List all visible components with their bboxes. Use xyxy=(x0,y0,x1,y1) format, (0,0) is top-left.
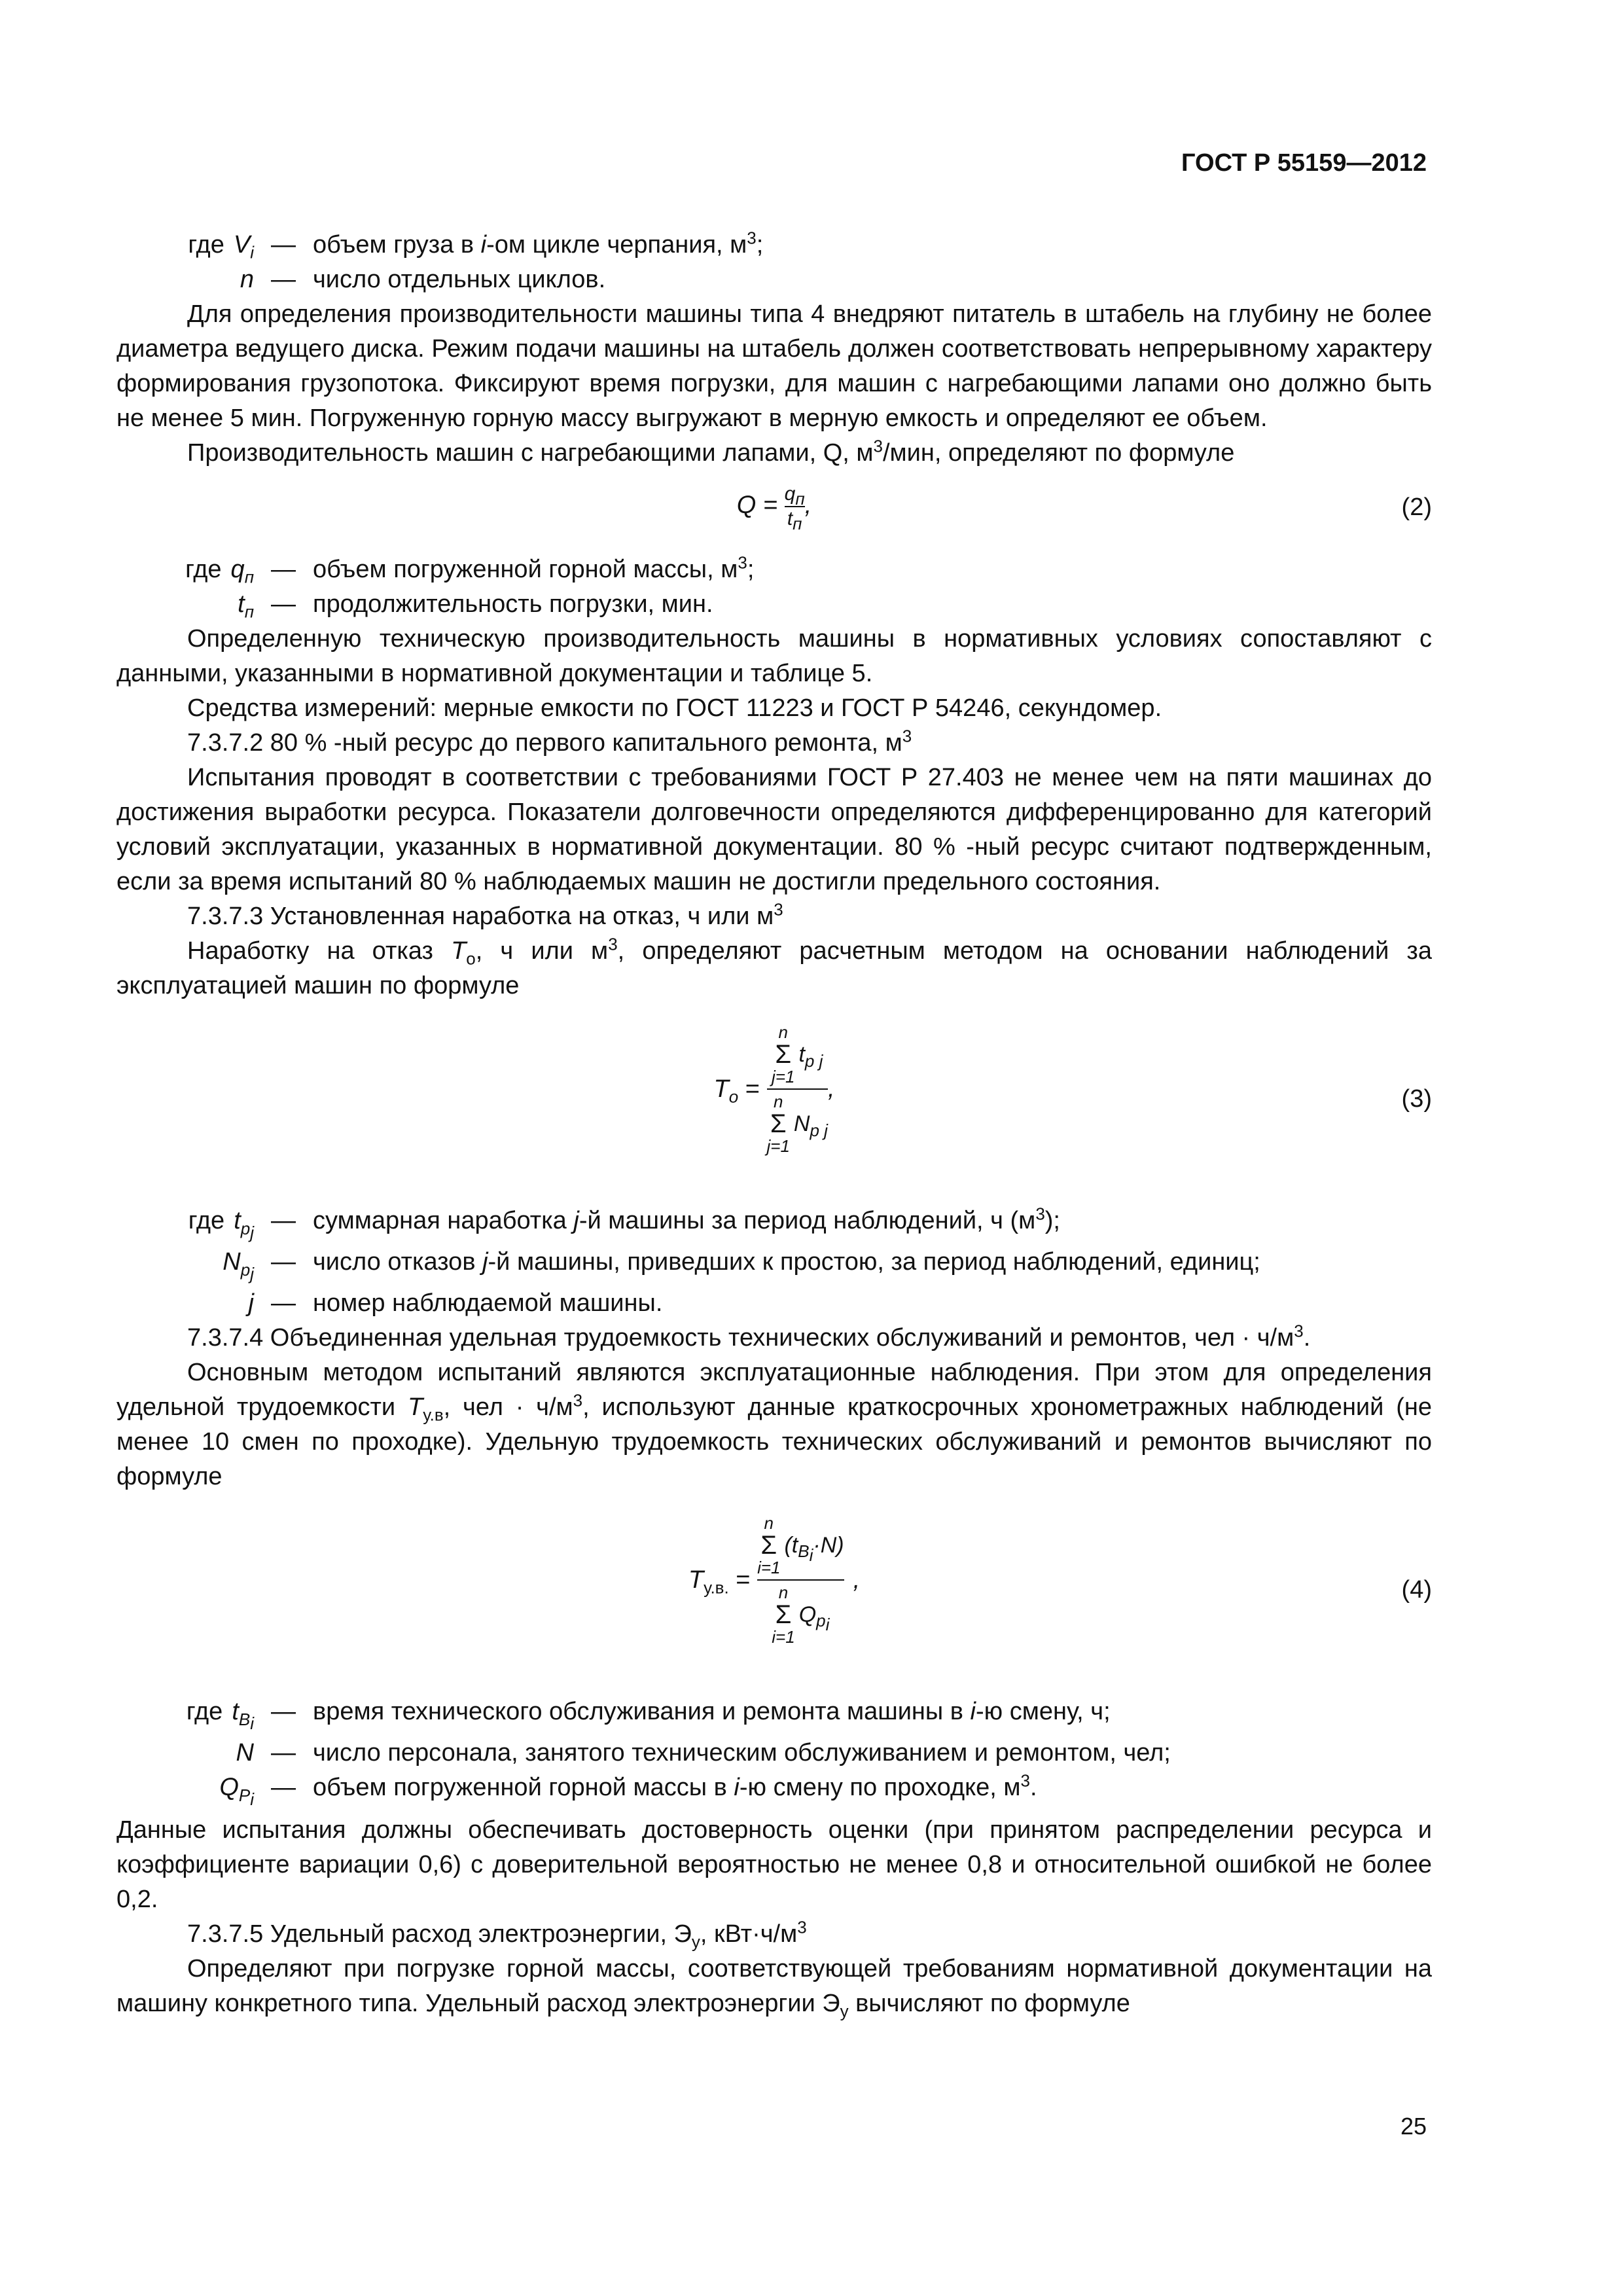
sum-symbol: n Σ j=1 xyxy=(766,1092,790,1156)
section-heading: 7.3.7.2 80 % -ный ресурс до первого капитального ремонта, $м^3$ xyxy=(187,726,912,757)
equation-3 xyxy=(116,1003,1432,1200)
dash: — xyxy=(271,231,296,259)
dash: — xyxy=(271,556,296,583)
where-line-tp xyxy=(116,1204,1432,1242)
definition: объем погруженной горной массы в i-ю смену по проходке, $м^3$. xyxy=(313,1770,1037,1801)
definition: время технического обслуживания и ремонта машины в i-ю смену, ч; xyxy=(313,1698,1111,1725)
definition: объем погруженной горной массы, $м^3$; xyxy=(313,552,755,583)
page-number: 25 xyxy=(1400,2113,1427,2140)
fraction: n Σ j=1 $t_{p j}$ n Σ j=1 $N_{p j}$ xyxy=(766,1022,828,1156)
where-line-n xyxy=(116,262,1432,297)
symbol: где $V_i$ xyxy=(188,231,254,262)
fraction: $\frac{q_п}{t_п}$ xyxy=(784,483,805,533)
dash: — xyxy=(271,1207,296,1234)
equation-number: (4) xyxy=(1401,1576,1432,1604)
definition: число отдельных циклов. xyxy=(313,266,606,293)
where-line-n-personnel xyxy=(116,1736,1432,1770)
symbol: n xyxy=(240,266,254,293)
dash: — xyxy=(271,1774,296,1801)
document-id: ГОСТ Р 55159—2012 xyxy=(1181,149,1427,177)
where-line-q xyxy=(116,552,1432,587)
section-heading: 7.3.7.5 Удельный расход электроэнергии, $Э_у$, $кВт\cdot ч/м^3$ xyxy=(187,1917,807,1952)
dash: — xyxy=(271,590,296,618)
where-line-qp xyxy=(116,1770,1432,1809)
sum-symbol: n Σ i=1 xyxy=(757,1513,781,1577)
paragraph: Наработку на отказ $T_о$, ч или $м^3$, определяют расчетным методом на основании наблюдений за эксплуатацией машин по формуле xyxy=(116,934,1432,999)
where-line-t xyxy=(116,587,1432,622)
definition: продолжительность погрузки, мин. xyxy=(313,590,713,618)
definition: суммарная наработка j-й машины за период наблюдений, ч $(м^3)$; xyxy=(313,1204,1060,1234)
definition: число отказов j-й машины, приведших к простою, за период наблюдений, единиц; xyxy=(313,1248,1260,1276)
definition: число персонала, занятого техническим обслуживанием и ремонтом, чел; xyxy=(313,1739,1171,1767)
formula: $T_{у.в.}$ = n Σ i=1 $(t_{B_i}\cdot N)$ n Σ i=1 $Q_{p_i}$ , xyxy=(688,1513,861,1647)
formula: Q = $\frac{q_п}{t_п}$ , xyxy=(736,483,812,533)
where-line-v xyxy=(116,228,1432,262)
section-heading: 7.3.7.4 Объединенная удельная трудоемкость технических обслуживаний и ремонтов, чел · $ч/м^3$. xyxy=(187,1321,1311,1352)
symbol: N xyxy=(236,1739,254,1767)
equation-4 xyxy=(116,1494,1432,1691)
formula: $T_o$ = n Σ j=1 $t_{p j}$ n Σ j=1 $N_{p j}$ , xyxy=(713,1022,835,1156)
paragraph: Основным методом испытаний являются эксплуатационные наблюдения. При этом для определения удельной трудоемкости $T_{у.в}$, чел · $ч/м^3$, используют данные краткосрочных хронометражных наблюдений (не менее 10 смен по проходке). Удельную трудоемкость технических обслуживаний и ремонтов вычисляют по формуле xyxy=(116,1359,1432,1490)
equation-number: (2) xyxy=(1401,493,1432,521)
paragraph: Определенную техническую производительность машины в нормативных условиях сопоставляют с данными, указанными в нормативной документации и таблице 5. xyxy=(116,625,1432,687)
sum-symbol: n Σ i=1 xyxy=(772,1583,795,1647)
fraction: n Σ i=1 $(t_{B_i}\cdot N)$ n Σ i=1 $Q_{p_i}$ xyxy=(757,1513,844,1647)
dash: — xyxy=(271,1289,296,1317)
symbol: где $q_п$ xyxy=(185,556,254,587)
symbol: где $t_{p_j}$ xyxy=(188,1207,254,1242)
dash: — xyxy=(271,1739,296,1767)
paragraph: Производительность машин с нагребающими лапами, Q, $м^3$/мин, определяют по формуле xyxy=(187,436,1235,467)
dash: — xyxy=(271,266,296,293)
equation-2 xyxy=(116,471,1432,552)
symbol: j xyxy=(248,1289,254,1317)
dash: — xyxy=(271,1248,296,1276)
dash: — xyxy=(271,1698,296,1725)
symbol: где $t_{B_i}$ xyxy=(186,1698,254,1733)
where-line-j xyxy=(116,1286,1432,1321)
paragraph: Определяют при погрузке горной массы, соответствующей требованиям нормативной документации на машину конкретного типа. Удельный расход электроэнергии $Э_у$ вычисляют по формуле xyxy=(116,1955,1432,2021)
where-line-tb xyxy=(116,1695,1432,1733)
symbol: $t_п$ xyxy=(238,590,254,622)
paragraph: Данные испытания должны обеспечивать достоверность оценки (при принятом распределении ресурса и коэффициенте вариации 0,6) с доверительной вероятностью не менее 0,8 и относительной ошибкой не более 0,2. xyxy=(116,1816,1432,1913)
paragraph: Для определения производительности машины типа 4 внедряют питатель в штабель на глубину не более диаметра ведущего диска. Режим подачи машины на штабель должен соответствовать непрерывному характеру формирования грузопотока. Фиксируют время погрузки, для машин с нагребающими лапами оно должно быть не менее 5 мин. Погруженную горную массу выгружают в мерную емкость и определяют ее объем. xyxy=(116,300,1432,432)
paragraph: Средства измерений: мерные емкости по ГОСТ 11223 и ГОСТ Р 54246, секундомер. xyxy=(187,694,1162,722)
sum-symbol: n Σ j=1 xyxy=(772,1022,795,1086)
symbol: $N_{p_j}$ xyxy=(223,1248,254,1283)
page-body xyxy=(116,228,1432,2021)
definition: номер наблюдаемой машины. xyxy=(313,1289,663,1317)
equation-number: (3) xyxy=(1401,1085,1432,1113)
section-heading: 7.3.7.3 Установленная наработка на отказ, ч или $м^3$ xyxy=(187,899,783,930)
definition: объем груза в i-ом цикле черпания, $м^3$; xyxy=(313,228,764,259)
paragraph: Испытания проводят в соответствии с требованиями ГОСТ Р 27.403 не менее чем на пяти машинах до достижения выработки ресурса. Показатели долговечности определяются дифференцированно для категорий условий эксплуатации, указанных в нормативной документации. 80 % -ный ресурс считают подтвержденным, если за время испытаний 80 % наблюдаемых машин не достигли предельного состояния. xyxy=(116,764,1432,895)
symbol: $Q_{P_i}$ xyxy=(219,1774,254,1809)
where-line-np xyxy=(116,1245,1432,1283)
